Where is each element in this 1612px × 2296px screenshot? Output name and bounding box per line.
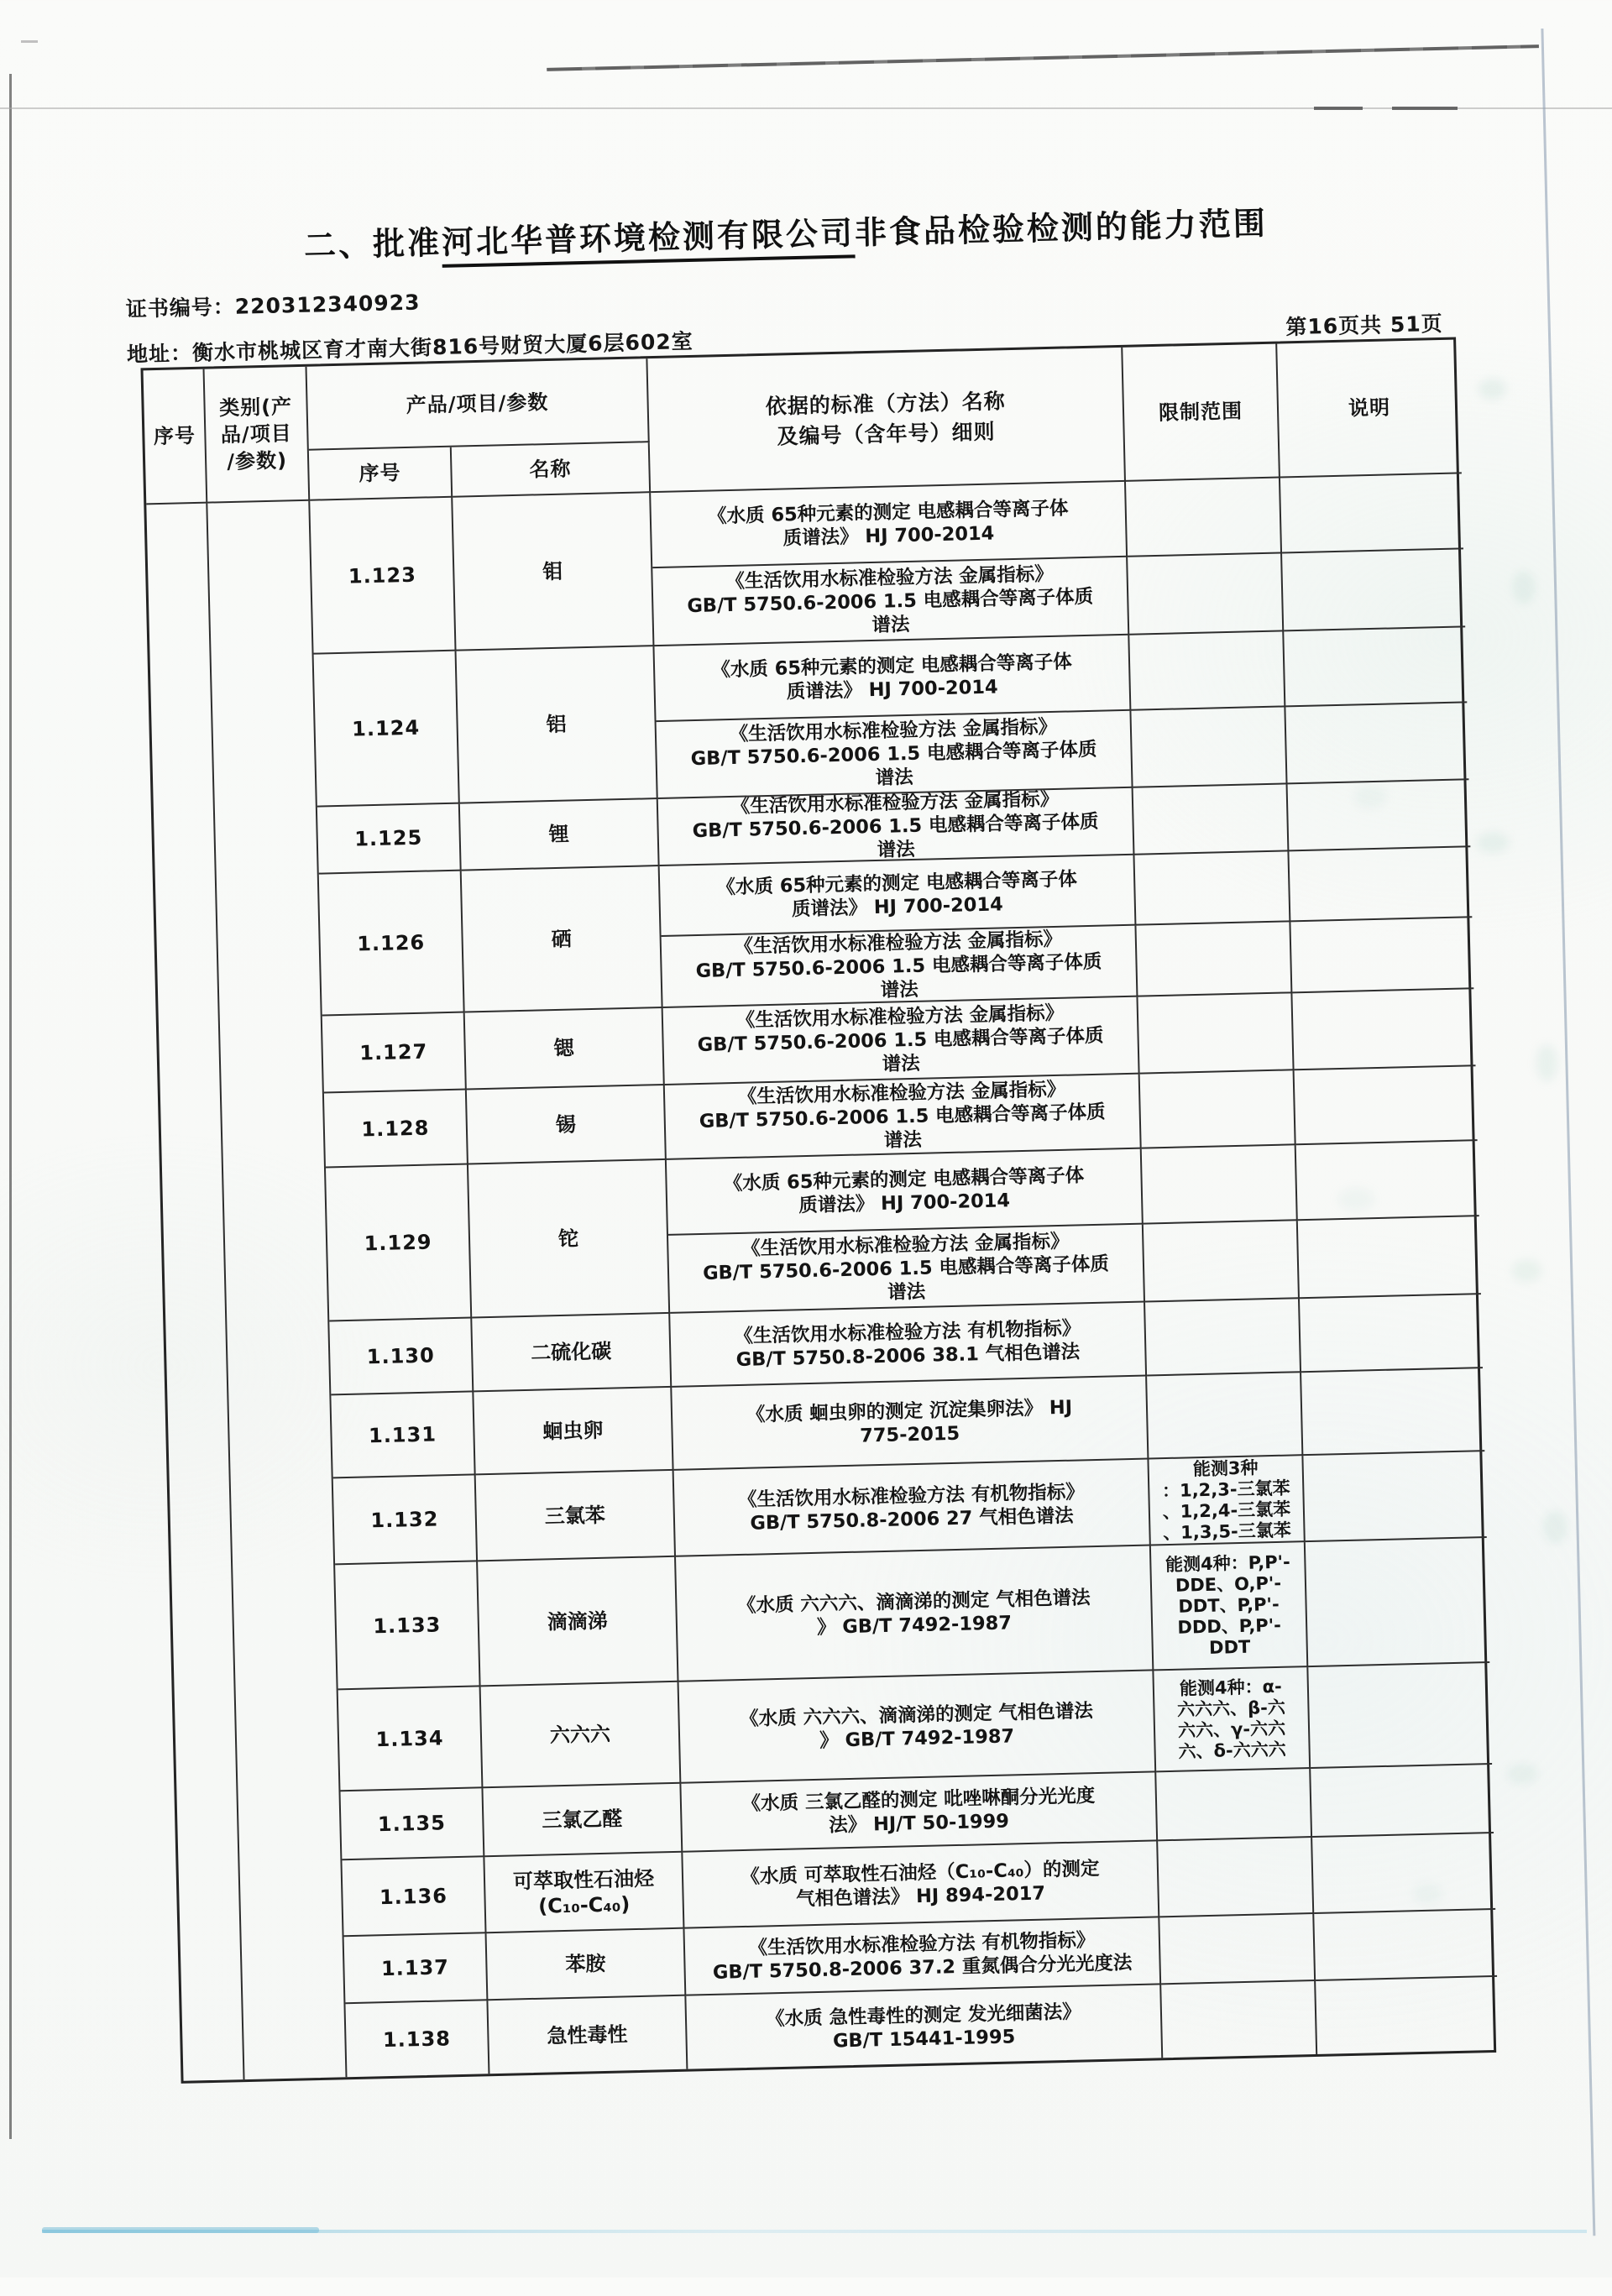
limit-cell: 能测3种 ：1,2,3-三氯苯 、1,2,4-三氯苯 、1,3,5-三氯苯 bbox=[1149, 1456, 1305, 1545]
row-name: 二硫化碳 bbox=[472, 1314, 672, 1393]
row-standard: 《生活饮用水标准检验方法 金属指标》 GB/T 5750.6-2006 1.5 电感耦合等离子体质 谱法 bbox=[663, 997, 1140, 1085]
limit-cell bbox=[1136, 922, 1292, 996]
limit-cell bbox=[1131, 707, 1287, 787]
page-top-edge-shadow bbox=[547, 44, 1539, 71]
row-seq: 1.123 bbox=[310, 498, 456, 655]
note-cell bbox=[1296, 1141, 1479, 1221]
limit-cell: 能测4种：P,P'- DDE、O,P'- DDT、P,P'- DDD、P,P'- DDT bbox=[1151, 1542, 1308, 1671]
note-cell bbox=[1312, 1833, 1495, 1914]
row-seq: 1.133 bbox=[335, 1561, 480, 1690]
limit-cell bbox=[1145, 1299, 1301, 1376]
header-standard: 依据的标准（方法）名称 及编号（含年号）细则 bbox=[647, 348, 1126, 493]
header-limit: 限制范围 bbox=[1123, 344, 1280, 482]
header-product-param: 产品/项目/参数 bbox=[306, 358, 649, 451]
row-standard: 《生活饮用水标准检验方法 金属指标》 GB/T 5750.6-2006 1.5 电感耦合等离子体质 谱法 bbox=[665, 1075, 1142, 1160]
page-title bbox=[130, 193, 1441, 270]
row-seq: 1.129 bbox=[326, 1164, 472, 1321]
row-standard: 《生活饮用水标准检验方法 有机物指标》 GB/T 5750.8-2006 37.2 重氮偶合分光光度法 bbox=[684, 1917, 1161, 1995]
row-standard: 《水质 六六六、滴滴涕的测定 气相色谱法 》 GB/T 7492-1987 bbox=[676, 1545, 1154, 1681]
limit-cell bbox=[1161, 1981, 1317, 2058]
row-standard: 《生活饮用水标准检验方法 金属指标》 GB/T 5750.6-2006 1.5 电感耦合等离子体质 谱法 bbox=[658, 788, 1135, 866]
note-cell bbox=[1284, 627, 1467, 707]
note-cell bbox=[1300, 1294, 1483, 1373]
note-cell bbox=[1306, 1538, 1489, 1667]
row-name: 蛔虫卵 bbox=[474, 1388, 673, 1476]
bleed-spot bbox=[1478, 378, 1507, 400]
row-standard: 《生活饮用水标准检验方法 有机物指标》 GB/T 5750.8-2006 38.1 气相色谱法 bbox=[670, 1303, 1147, 1388]
limit-cell bbox=[1133, 784, 1290, 855]
row-name: 急性毒性 bbox=[488, 1996, 688, 2074]
header-sub-name: 名称 bbox=[452, 442, 651, 498]
row-seq: 1.131 bbox=[331, 1392, 475, 1478]
row-name: 三氯苯 bbox=[476, 1471, 676, 1562]
row-name: 苯胺 bbox=[487, 1929, 687, 2001]
limit-cell bbox=[1158, 1838, 1314, 1917]
row-seq: 1.124 bbox=[314, 651, 460, 808]
row-name: 锶 bbox=[465, 1008, 665, 1090]
limit-cell bbox=[1128, 553, 1284, 635]
page-title-suffix: 非食品检验检测的能力范围 bbox=[854, 204, 1269, 252]
row-name: 可萃取性石油烃 (C₁₀-C₄₀) bbox=[484, 1853, 684, 1934]
limit-cell bbox=[1134, 851, 1290, 925]
note-cell bbox=[1303, 1451, 1486, 1542]
row-seq: 1.128 bbox=[324, 1090, 468, 1169]
note-cell bbox=[1308, 1663, 1492, 1769]
row-seq: 1.125 bbox=[317, 804, 462, 875]
row-standard: 《水质 可萃取性石油烃（C₁₀-C₄₀）的测定 气相色谱法》 HJ 894-2017 bbox=[683, 1841, 1159, 1928]
bleed-spot bbox=[1536, 1044, 1558, 1082]
row-name: 铊 bbox=[468, 1160, 670, 1319]
row-standard: 《生活饮用水标准检验方法 金属指标》 GB/T 5750.6-2006 1.5 电感耦合等离子体质 谱法 bbox=[668, 1225, 1145, 1314]
row-name: 钼 bbox=[453, 493, 654, 651]
page-title-prefix: 二、批准 bbox=[303, 223, 442, 264]
limit-cell bbox=[1138, 993, 1294, 1074]
row-standard: 《水质 65种元素的测定 电感耦合等离子体 质谱法》 HJ 700-2014 bbox=[667, 1149, 1144, 1236]
row-seq: 1.135 bbox=[341, 1788, 485, 1860]
row-name: 铝 bbox=[457, 646, 658, 804]
row-standard: 《生活饮用水标准检验方法 金属指标》 GB/T 5750.6-2006 1.5 电感耦合等离子体质 谱法 bbox=[662, 926, 1138, 1008]
row-name: 硒 bbox=[462, 866, 663, 1013]
note-cell bbox=[1314, 1910, 1497, 1981]
limit-cell bbox=[1129, 631, 1285, 710]
row-name: 锂 bbox=[460, 799, 660, 871]
bleed-spot bbox=[1476, 831, 1510, 854]
row-seq: 1.134 bbox=[338, 1687, 484, 1791]
row-name: 锡 bbox=[467, 1085, 667, 1165]
row-standard: 《水质 蛔虫卵的测定 沉淀集卵法》 HJ 775-2015 bbox=[672, 1377, 1149, 1471]
note-cell bbox=[1311, 1765, 1494, 1838]
limit-cell bbox=[1144, 1221, 1300, 1302]
address-line: 地址：衡水市桃城区育才南大街816号财贸大厦6层602室 bbox=[126, 328, 694, 367]
capability-table bbox=[140, 337, 1496, 2084]
note-cell bbox=[1290, 918, 1473, 993]
note-cell bbox=[1292, 989, 1475, 1070]
note-cell bbox=[1288, 780, 1471, 851]
row-seq: 1.138 bbox=[345, 2001, 489, 2077]
note-cell bbox=[1289, 847, 1472, 922]
note-cell bbox=[1316, 1977, 1499, 2054]
row-standard: 《生活饮用水标准检验方法 有机物指标》 GB/T 5750.8-2006 27 气相色谱法 bbox=[674, 1459, 1151, 1556]
row-standard: 《水质 65种元素的测定 电感耦合等离子体 质谱法》 HJ 700-2014 bbox=[651, 482, 1128, 568]
limit-cell bbox=[1142, 1145, 1298, 1224]
row-standard: 《水质 六六六、滴滴涕的测定 气相色谱法 》 GB/T 7492-1987 bbox=[679, 1671, 1157, 1783]
row-seq: 1.127 bbox=[322, 1013, 467, 1094]
note-cell bbox=[1298, 1216, 1481, 1299]
row-seq: 1.130 bbox=[329, 1318, 474, 1395]
header-sub-seq: 序号 bbox=[309, 447, 453, 501]
note-cell bbox=[1295, 1066, 1478, 1145]
certificate-number-line: 证书编号：220312340923 bbox=[125, 290, 421, 322]
limit-cell: 能测4种：α- 六六六、β-六 六六、γ-六六 六、δ-六六六 bbox=[1154, 1667, 1311, 1772]
bleed-spot bbox=[1542, 1510, 1568, 1545]
row-standard: 《生活饮用水标准检验方法 金属指标》 GB/T 5750.6-2006 1.5 电感耦合等离子体质 谱法 bbox=[657, 711, 1133, 799]
bleed-spot bbox=[1511, 1258, 1542, 1283]
page-title-company-underlined: 河北华普环境检测有限公司 bbox=[442, 214, 856, 268]
note-cell bbox=[1282, 549, 1465, 631]
row-name: 六六六 bbox=[481, 1682, 682, 1789]
page-indicator: 第16页共 51页 bbox=[1285, 311, 1444, 340]
limit-cell bbox=[1159, 1914, 1316, 1985]
row-name: 三氯乙醛 bbox=[483, 1784, 683, 1858]
bleed-spot bbox=[1512, 570, 1536, 604]
note-cell bbox=[1301, 1368, 1484, 1456]
header-seq: 序号 bbox=[144, 369, 208, 505]
row-seq: 1.136 bbox=[342, 1857, 486, 1937]
note-cell bbox=[1280, 473, 1463, 553]
note-cell bbox=[1285, 703, 1468, 784]
row-standard: 《水质 急性毒性的测定 发光细菌法》 GB/T 15441-1995 bbox=[686, 1985, 1163, 2068]
row-name: 滴滴涕 bbox=[478, 1557, 678, 1687]
page-right-edge-shadow bbox=[1541, 29, 1595, 2236]
header-note: 说明 bbox=[1277, 339, 1462, 478]
row-seq: 1.137 bbox=[344, 1933, 489, 2004]
row-standard: 《水质 三氯乙醛的测定 吡唑啉酮分光光度 法》 HJ/T 50-1999 bbox=[681, 1772, 1158, 1852]
header-category: 类别(产 品/项目 /参数) bbox=[205, 367, 311, 504]
row-standard: 《水质 65种元素的测定 电感耦合等离子体 质谱法》 HJ 700-2014 bbox=[654, 635, 1131, 722]
bleed-spot bbox=[1506, 1763, 1539, 1786]
limit-cell bbox=[1126, 478, 1282, 557]
limit-cell bbox=[1147, 1373, 1303, 1459]
limit-cell bbox=[1156, 1769, 1312, 1841]
row-seq: 1.132 bbox=[333, 1475, 478, 1565]
row-seq: 1.126 bbox=[319, 871, 465, 1017]
row-standard: 《水质 65种元素的测定 电感耦合等离子体 质谱法》 HJ 700-2014 bbox=[660, 855, 1137, 937]
limit-cell bbox=[1140, 1070, 1296, 1148]
row-standard: 《生活饮用水标准检验方法 金属指标》 GB/T 5750.6-2006 1.5 电感耦合等离子体质 谱法 bbox=[652, 557, 1129, 646]
